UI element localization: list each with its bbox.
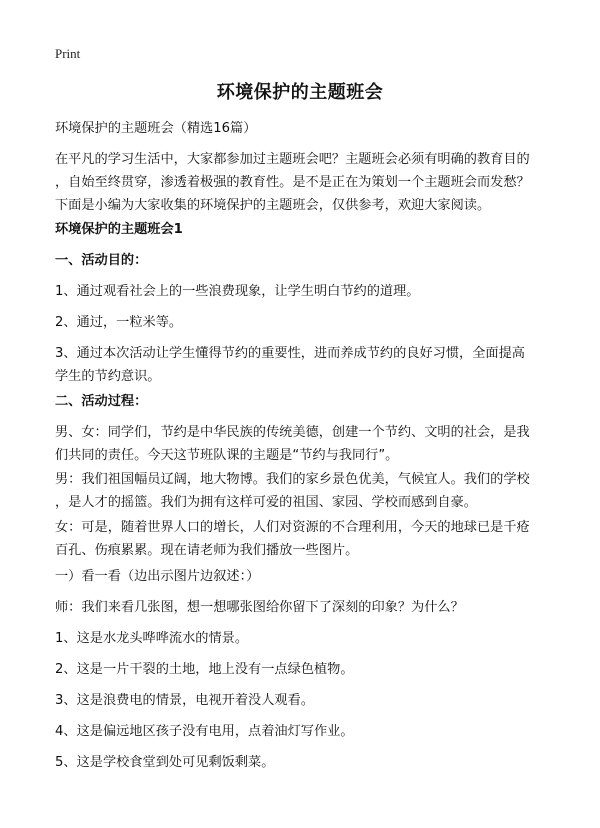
intro-paragraph bbox=[55, 148, 550, 217]
dialogue-line: ，是人才的摇篮。我们为拥有这样可爱的祖国、家园、学校而感到自豪。 bbox=[55, 495, 477, 510]
look-heading: 一）看一看（边出示图片边叙述：） bbox=[55, 569, 260, 584]
dialogue-line: 们共同的责任。今天这节班队课的主题是“节约与我同行”。 bbox=[55, 448, 399, 463]
section-heading: 环境保护的主题班会1 bbox=[55, 222, 183, 237]
list-item: 2、这是一片干裂的土地，地上没有一点绿色植物。 bbox=[55, 662, 354, 677]
goal-item: 2、通过，一粒米等。 bbox=[55, 315, 183, 330]
dialogue-line: 女：可是，随着世界人口的增长，人们对资源的不合理利用，今天的地球已是千疮 bbox=[55, 520, 530, 535]
dialogue-paragraph bbox=[55, 468, 550, 514]
process-heading: 二、活动过程： bbox=[55, 394, 148, 409]
goal-item: 1、通过观看社会上的一些浪费现象，让学生明白节约的道理。 bbox=[55, 284, 420, 299]
list-item: 3、这是浪费电的情景，电视开着没人观看。 bbox=[55, 693, 314, 708]
goal-heading: 一、活动目的： bbox=[55, 253, 148, 268]
dialogue-line: 男、女：同学们，节约是中华民族的传统美德，创建一个节约、文明的社会，是我 bbox=[55, 425, 530, 440]
dialogue-paragraph bbox=[55, 421, 550, 467]
intro-line: 在平凡的学习生活中，大家都参加过主题班会吧？主题班会必须有明确的教育目的 bbox=[55, 152, 530, 167]
list-item: 4、这是偏远地区孩子没有电用，点着油灯写作业。 bbox=[55, 724, 354, 739]
goal-line: 3、通过本次活动让学生懂得节约的重要性，进而养成节约的良好习惯，全面提高 bbox=[55, 346, 525, 361]
dialogue-line: 百孔、伤痕累累。现在请老师为我们播放一些图片。 bbox=[55, 543, 359, 558]
list-item: 5、这是学校食堂到处可见剩饭剩菜。 bbox=[55, 755, 275, 770]
dialogue-paragraph bbox=[55, 516, 550, 562]
goal-item bbox=[55, 342, 550, 388]
page-title: 环境保护的主题班会 bbox=[216, 82, 384, 103]
print-label: Print bbox=[55, 46, 81, 61]
intro-line: ，自始至终贯穿，渗透着极强的教育性。是不是正在为策划一个主题班会而发愁？ bbox=[55, 175, 530, 190]
dialogue-line: 男：我们祖国幅员辽阔，地大物博。我们的家乡景色优美，气候宜人。我们的学校 bbox=[55, 472, 530, 487]
list-item: 1、这是水龙头哗哗流水的情景。 bbox=[55, 631, 249, 646]
intro-line: 下面是小编为大家收集的环境保护的主题班会，仅供参考，欢迎大家阅读。 bbox=[55, 198, 491, 213]
subtitle: 环境保护的主题班会（精选16篇） bbox=[55, 121, 257, 136]
teacher-line: 师：我们来看几张图，想一想哪张图给你留下了深刻的印象？为什么？ bbox=[55, 600, 464, 615]
goal-line: 学生的节约意识。 bbox=[55, 369, 161, 384]
